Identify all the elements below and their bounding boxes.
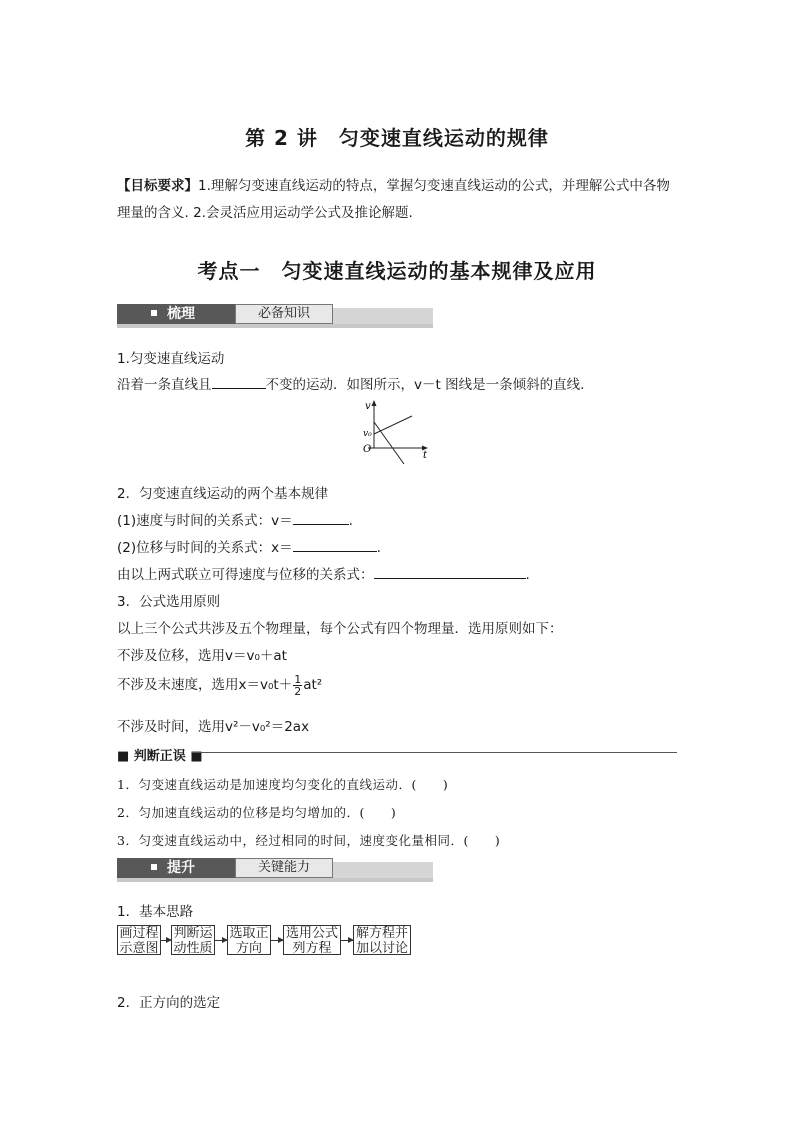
- banner-review: [117, 304, 433, 326]
- judge-question-2: 2．匀加速直线运动的位移是均匀增加的．( ): [117, 805, 397, 820]
- banner-review-main: 梳理: [117, 304, 235, 324]
- item1-text: 沿着一条直线且 不变的运动．如图所示，v－t 图线是一条倾斜的直线.: [117, 377, 585, 393]
- banner-improve-sub: 关键能力: [235, 858, 333, 878]
- item2-line3: 由以上两式联立可得速度与位移的关系式： .: [117, 567, 530, 583]
- graph-x-label: t: [423, 450, 428, 461]
- graph-intercept: v₀: [363, 429, 372, 439]
- objectives-line-1: [117, 174, 670, 194]
- fill-blank: [293, 512, 349, 525]
- rule-no-final-velocity: 不涉及末速度，选用x＝v₀t＋ $\frac{1}{2}$ at²: [117, 672, 323, 698]
- item1-heading: 1.匀变速直线运动: [117, 351, 225, 367]
- fill-blank: [374, 566, 526, 579]
- item2-line2: (2)位移与时间的关系式：x＝ .: [117, 540, 381, 556]
- judge-heading: ■ 判断正误 ■: [117, 749, 203, 764]
- item2-line1: (1)速度与时间的关系式：v＝ .: [117, 513, 353, 529]
- graph-y-label: v: [365, 401, 371, 412]
- graph-line-decreasing: [374, 422, 404, 464]
- graph-origin: O: [363, 444, 372, 455]
- flow-arrow: [161, 940, 171, 941]
- lecture-title: 第 2 讲 匀变速直线运动的规律: [245, 126, 549, 150]
- banner-review-sub: 必备知识: [235, 304, 333, 324]
- flow-step-equations: 选用公式 列方程: [283, 925, 341, 955]
- section-title: 考点一 匀变速直线运动的基本规律及应用: [197, 259, 597, 283]
- flow-step-motion-type: 判断运 动性质: [171, 925, 215, 955]
- flow-step-solve: 解方程并 加以讨论: [353, 925, 411, 955]
- banner-improve-main: 提升: [117, 858, 235, 878]
- flow-step-sketch: 画过程 示意图: [117, 925, 161, 955]
- flow-arrow: [341, 940, 353, 941]
- judge-question-1: 1．匀变速直线运动是加速度均匀变化的直线运动．( ): [117, 777, 449, 792]
- objectives-line-2: 理量的含义. 2.会灵活应用运动学公式及推论解题.: [117, 205, 413, 221]
- item3-heading: 3．公式选用原则: [117, 594, 221, 610]
- graph-line-increasing: [374, 416, 412, 434]
- item3-intro: 以上三个公式共涉及五个物理量，每个公式有四个物理量．选用原则如下：: [117, 621, 563, 637]
- banner-improve: [117, 858, 433, 880]
- flow-step-direction: 选取正 方向: [227, 925, 271, 955]
- basic-heading: 1．基本思路: [117, 904, 194, 920]
- rule-no-time: 不涉及时间，选用v²－v₀²＝2ax: [117, 719, 310, 735]
- objectives-text-1: 1.理解匀变速直线运动的特点，掌握匀变速直线运动的公式，并理解公式中各物: [198, 178, 670, 194]
- fill-blank: [212, 376, 266, 389]
- direction-heading: 2．正方向的选定: [117, 995, 221, 1011]
- rule-no-displacement: 不涉及位移，选用v＝v₀＋at: [117, 648, 287, 664]
- item2-heading: 2．匀变速直线运动的两个基本规律: [117, 486, 329, 502]
- fill-blank: [293, 539, 377, 552]
- judge-question-3: 3．匀变速直线运动中，经过相同的时间，速度变化量相同．( ): [117, 833, 501, 848]
- flow-arrow: [271, 940, 283, 941]
- flow-arrow: [215, 940, 227, 941]
- vt-graph: [360, 398, 434, 464]
- objectives-tag: 【目标要求】: [117, 178, 198, 194]
- fraction-half: $\frac{1}{2}$: [294, 672, 302, 698]
- judge-divider: [192, 752, 677, 753]
